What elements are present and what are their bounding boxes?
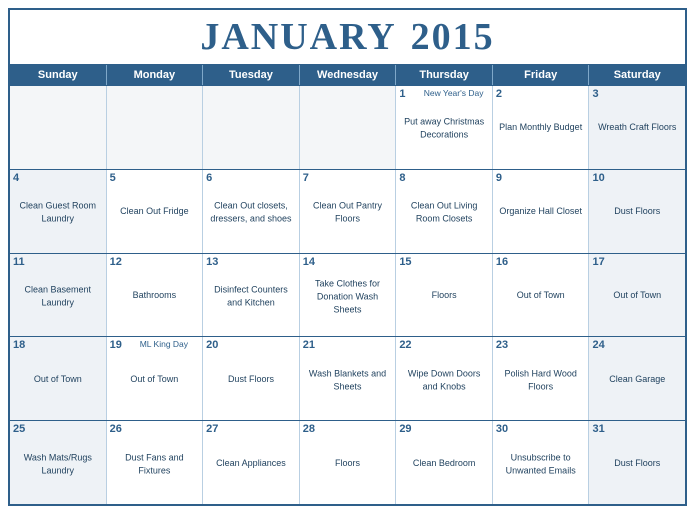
page-title [200, 15, 494, 59]
day-cell[interactable] [589, 254, 685, 337]
day-event: Polish Hard Wood Floors [504, 368, 577, 392]
day-number: 6 [206, 171, 213, 184]
day-number: 27 [206, 423, 219, 436]
day-number: 25 [13, 423, 26, 436]
day-cell[interactable] [203, 86, 300, 169]
day-cell[interactable] [107, 254, 204, 337]
day-number: 12 [109, 255, 122, 268]
day-event: Clean Basement Laundry [24, 284, 92, 308]
day-cell[interactable] [300, 86, 397, 169]
day-number: 22 [399, 339, 412, 352]
day-number: 11 [13, 255, 25, 268]
day-number: 26 [109, 423, 122, 436]
calendar-week-row [10, 170, 685, 254]
day-cell[interactable] [493, 254, 590, 337]
day-event: Out of Town [130, 373, 179, 384]
day-number: 15 [399, 255, 412, 268]
day-event: Bathrooms [132, 290, 177, 301]
weekday-header-tuesday: Tuesday [203, 65, 300, 85]
day-event: Disinfect Counters and Kitchen [214, 284, 288, 308]
day-event: Dust Floors [614, 457, 661, 468]
day-event: Dust Floors [227, 373, 274, 384]
day-event: Clean Out closets, dressers, and shoes [210, 200, 292, 224]
day-event: Clean Guest Room Laundry [19, 200, 97, 224]
day-event: Wash Mats/Rugs Laundry [23, 451, 92, 475]
day-cell[interactable] [493, 170, 590, 253]
day-event: Unsubscribe to Unwanted Emails [505, 451, 576, 475]
day-number: 23 [495, 339, 509, 352]
day-cell[interactable] [10, 421, 107, 504]
day-cell[interactable] [10, 170, 107, 253]
day-cell[interactable] [107, 170, 204, 253]
weekday-header-wednesday: Wednesday [300, 65, 397, 85]
day-event: Floors [431, 290, 457, 301]
day-cell[interactable] [589, 421, 685, 504]
day-event: Take Clothes for Donation Wash Sheets [315, 278, 381, 315]
day-number: 30 [495, 423, 509, 436]
day-cell[interactable] [589, 170, 685, 253]
day-cell[interactable] [589, 86, 685, 169]
day-cell[interactable] [300, 421, 397, 504]
day-cell[interactable] [396, 170, 493, 253]
day-cell[interactable] [396, 421, 493, 504]
weekday-header-row [10, 64, 685, 86]
day-number: 24 [592, 339, 605, 352]
calendar-title-bar [10, 10, 685, 64]
calendar-week-row [10, 421, 685, 504]
day-number: 31 [592, 423, 605, 436]
day-event: Wipe Down Doors and Knobs [407, 368, 481, 392]
weekday-header-thursday: Thursday [396, 65, 493, 85]
calendar-frame [8, 8, 687, 506]
calendar-weeks [10, 86, 685, 504]
day-number: 14 [302, 255, 315, 268]
day-cell[interactable] [10, 337, 107, 420]
day-holiday: ML King Day [139, 339, 189, 350]
day-number: 4 [13, 171, 20, 184]
day-cell[interactable] [589, 337, 685, 420]
day-cell[interactable] [203, 170, 300, 253]
day-event: Floors [335, 457, 361, 468]
day-cell[interactable] [203, 254, 300, 337]
calendar-month-label: JANUARY [200, 16, 397, 58]
weekday-header-friday: Friday [493, 65, 590, 85]
day-event: Wreath Craft Floors [598, 122, 677, 133]
day-holiday: New Year's Day [423, 88, 484, 98]
day-cell[interactable] [396, 254, 493, 337]
calendar-week-row [10, 254, 685, 338]
day-cell[interactable] [107, 421, 204, 504]
day-event: Wash Blankets and Sheets [308, 368, 387, 392]
day-number: 20 [206, 339, 219, 352]
day-number: 8 [399, 171, 406, 184]
day-number: 18 [13, 339, 26, 352]
day-cell[interactable] [203, 337, 300, 420]
day-event: Dust Floors [614, 206, 661, 217]
day-cell[interactable] [300, 337, 397, 420]
calendar-year-label: 2015 [410, 16, 495, 58]
day-event: Out of Town [613, 290, 662, 301]
calendar-week-row [10, 337, 685, 421]
weekday-header-sunday: Sunday [10, 65, 107, 85]
day-cell[interactable] [203, 421, 300, 504]
calendar-week-row [10, 86, 685, 170]
day-number: 13 [206, 255, 219, 268]
day-cell[interactable] [300, 254, 397, 337]
day-number: 19 [109, 339, 122, 352]
day-number: 7 [302, 171, 309, 184]
day-event: Clean Bedroom [412, 457, 476, 468]
day-event: Put away Christmas Decorations [404, 116, 485, 140]
day-number: 10 [592, 171, 605, 184]
day-event: Organize Hall Closet [499, 206, 582, 217]
day-cell[interactable] [493, 86, 590, 169]
day-event: Plan Monthly Budget [499, 122, 583, 133]
day-number: 29 [399, 423, 412, 436]
day-event: Clean Out Fridge [120, 206, 189, 217]
day-cell[interactable] [107, 337, 204, 420]
day-number: 16 [495, 255, 509, 268]
day-cell[interactable] [10, 86, 107, 169]
day-event: Dust Fans and Fixtures [125, 451, 184, 475]
day-cell[interactable] [10, 254, 107, 337]
day-number: 17 [592, 255, 605, 268]
day-event: Clean Out Pantry Floors [313, 200, 383, 224]
day-cell[interactable] [396, 337, 493, 420]
weekday-header-saturday: Saturday [613, 69, 661, 81]
day-cell[interactable] [300, 170, 397, 253]
day-cell[interactable] [396, 86, 493, 169]
day-event: Clean Out Living Room Closets [410, 200, 478, 224]
day-number: 1 [399, 88, 406, 100]
day-event: Clean Appliances [216, 457, 286, 468]
day-number: 28 [302, 423, 315, 436]
day-cell[interactable] [493, 337, 590, 420]
day-number: 9 [495, 171, 503, 184]
day-number: 5 [109, 171, 116, 184]
day-number: 3 [592, 88, 599, 100]
day-cell[interactable] [107, 86, 204, 169]
day-event: Clean Garage [609, 373, 666, 384]
day-event: Out of Town [516, 290, 565, 301]
day-cell[interactable] [493, 421, 590, 504]
weekday-header-monday: Monday [107, 65, 204, 85]
day-event: Out of Town [33, 373, 82, 384]
day-number: 2 [495, 88, 503, 100]
day-number: 21 [302, 339, 315, 352]
